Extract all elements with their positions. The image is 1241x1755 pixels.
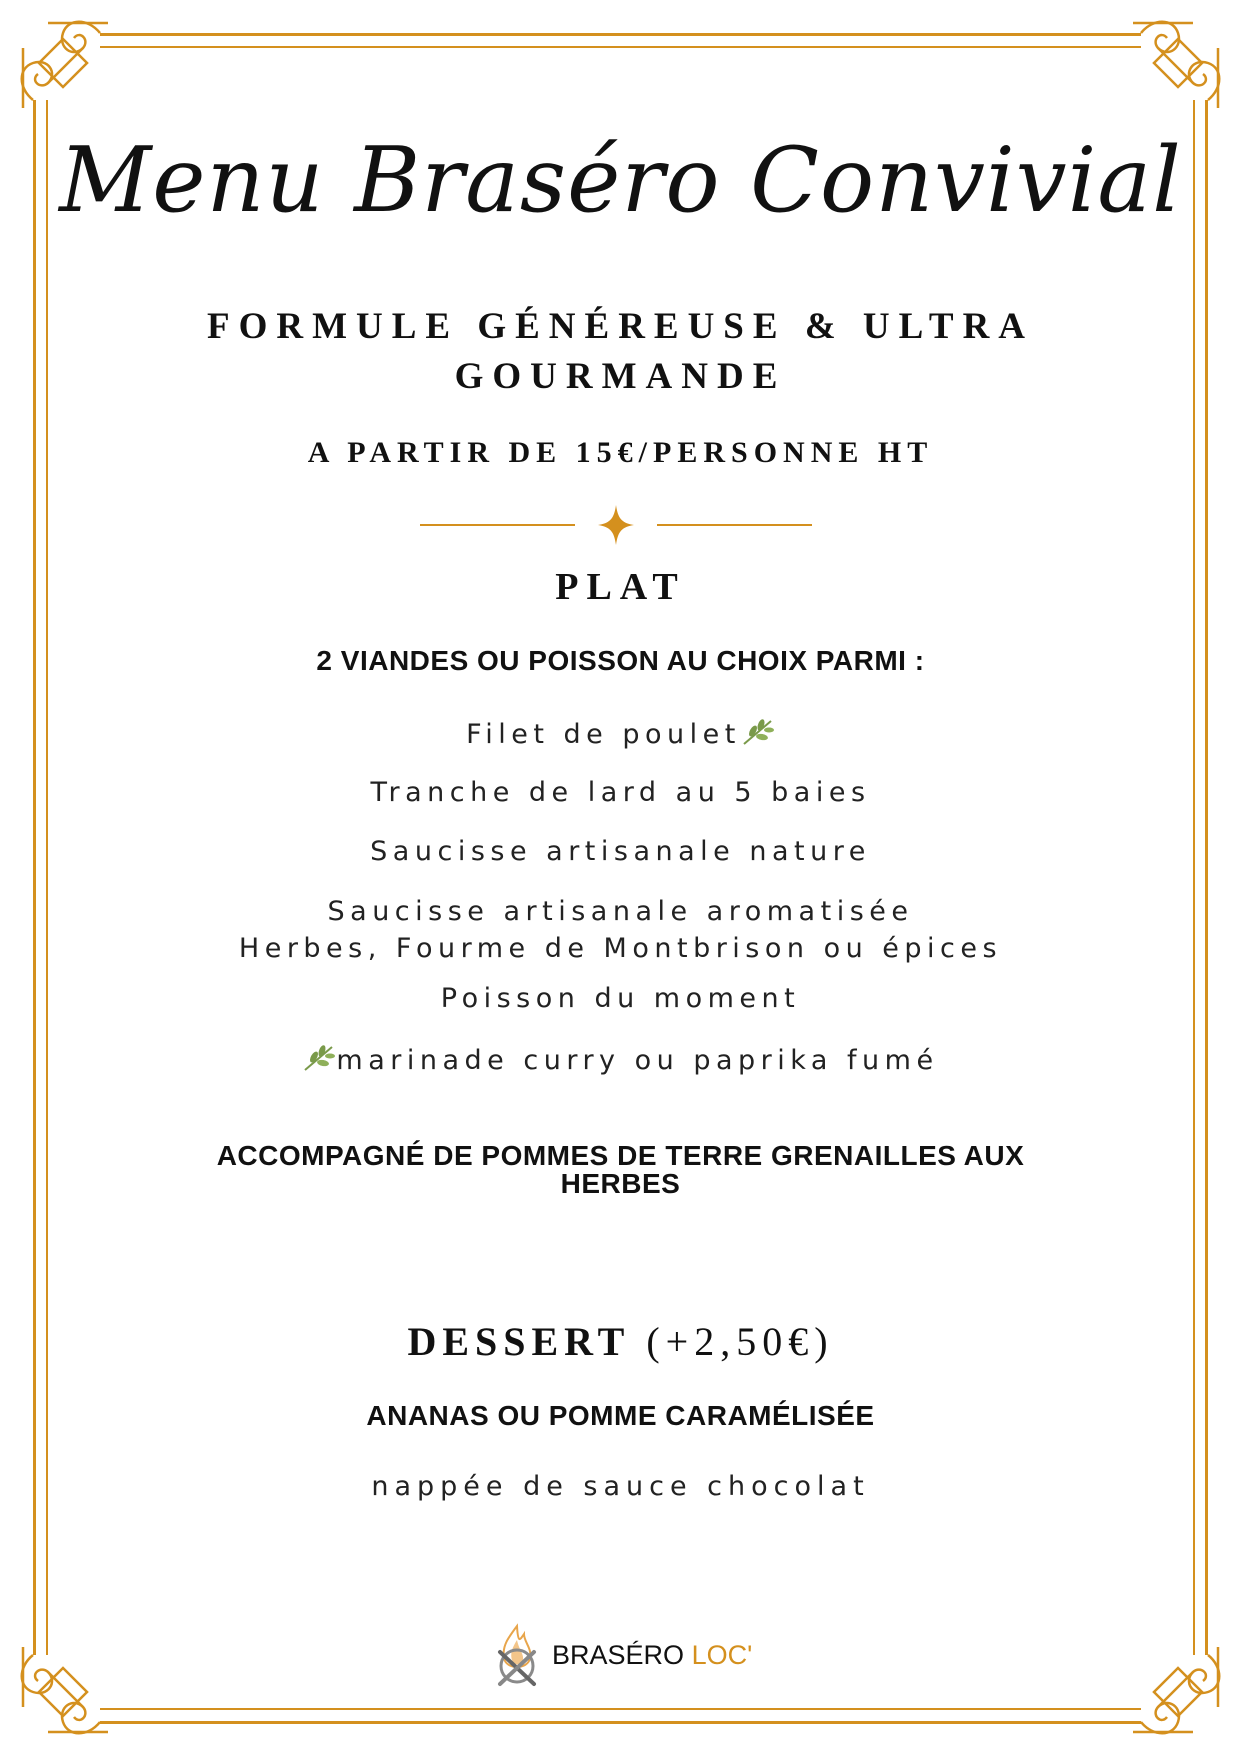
menu-item-poisson: Poisson du moment <box>440 983 801 1014</box>
plat-accompaniment <box>0 1142 1241 1198</box>
corner-ornament-top-right-icon <box>1123 8 1233 118</box>
menu-title: Menu Braséro Convivial <box>59 128 1182 233</box>
brand-name-suffix: LOC' <box>691 1639 753 1670</box>
menu-item-label: Saucisse artisanale aromatisée <box>327 896 914 927</box>
plat-title: PLAT <box>555 566 686 608</box>
star-divider-icon <box>420 505 812 545</box>
menu-subtitle-line-2: GOURMANDE <box>454 356 787 397</box>
frame-bottom-inner <box>100 1708 1141 1710</box>
dessert-title: DESSERT <box>407 1319 631 1364</box>
brand-name <box>552 1640 752 1671</box>
dessert-name: ANANAS OU POMME CARAMÉLISÉE <box>366 1400 875 1431</box>
menu-item-saucisse-aromatisee <box>0 893 1241 967</box>
plat-accompaniment-line-2: HERBES <box>560 1168 681 1199</box>
menu-subtitle <box>0 302 1241 402</box>
frame-bottom-outer <box>100 1721 1141 1724</box>
menu-item-label: marinade curry ou paprika fumé <box>336 1045 939 1076</box>
dessert-description: nappée de sauce chocolat <box>371 1471 870 1502</box>
menu-item-label: Filet de poulet <box>466 719 741 750</box>
menu-item-lard: Tranche de lard au 5 baies <box>370 777 871 808</box>
frame-top-outer <box>100 33 1141 36</box>
menu-item-saucisse-nature: Saucisse artisanale nature <box>370 836 871 867</box>
menu-subtitle-line-1: FORMULE GÉNÉREUSE & ULTRA <box>206 306 1035 347</box>
dessert-heading <box>0 1318 1241 1365</box>
plat-choice-label: 2 VIANDES OU POISSON AU CHOIX PARMI : <box>316 645 925 676</box>
flame-fork-knife-icon <box>488 1622 546 1688</box>
menu-price: A PARTIR DE 15€/PERSONNE HT <box>307 436 934 469</box>
dessert-price: (+2,50€) <box>646 1319 834 1364</box>
menu-item-detail: Herbes, Fourme de Montbrison ou épices <box>238 933 1003 964</box>
menu-item-filet-poulet <box>0 717 1241 750</box>
frame-top-inner <box>100 46 1141 48</box>
brand-logo <box>488 1620 752 1690</box>
brand-name-main: BRASÉRO <box>552 1639 685 1670</box>
corner-ornament-bottom-left-icon <box>8 1637 118 1747</box>
menu-item-marinade <box>0 1043 1241 1076</box>
corner-ornament-top-left-icon <box>8 8 118 118</box>
herb-leaf-icon <box>741 717 775 747</box>
herb-leaf-icon <box>302 1043 336 1073</box>
corner-ornament-bottom-right-icon <box>1123 1637 1233 1747</box>
plat-accompaniment-line-1: ACCOMPAGNÉ DE POMMES DE TERRE GRENAILLES AUX <box>216 1140 1025 1171</box>
